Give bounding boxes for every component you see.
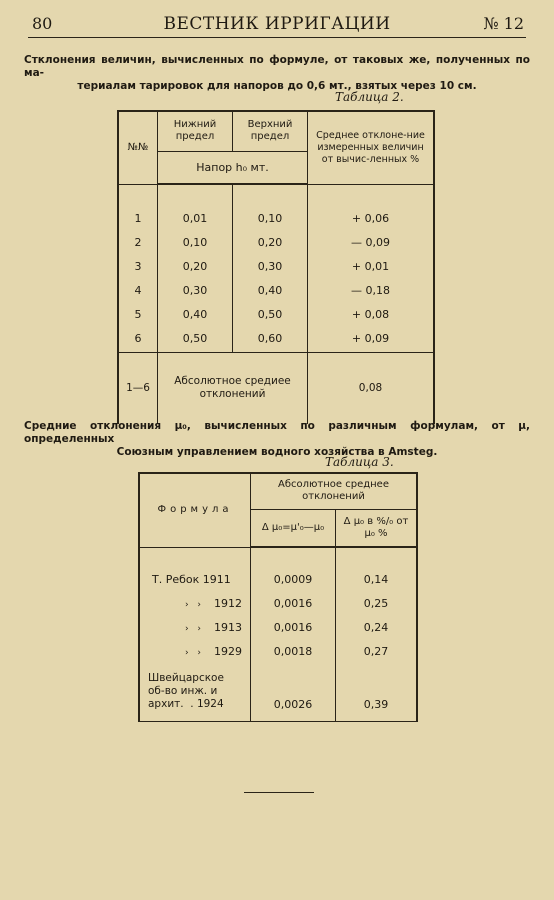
cell-delta-percent: 0,27 — [336, 639, 418, 663]
table3-intro-paragraph — [24, 420, 530, 459]
cell-deviation: + 0,08 — [308, 302, 435, 326]
end-rule — [244, 792, 314, 793]
cell-deviation: + 0,09 — [308, 326, 435, 352]
table3-caption: Таблица 3. — [325, 455, 394, 469]
header-rule — [28, 37, 526, 38]
cell-delta-percent: 0,39 — [336, 663, 418, 721]
table-row — [118, 326, 434, 352]
formula-year: 1929 — [214, 644, 242, 658]
col-header-deviation: Среднее отклоне-ние измеренных величин от вычис-ленных % — [308, 111, 435, 184]
table3 — [138, 472, 418, 722]
cell-num: 5 — [118, 302, 158, 326]
cell-num: 1 — [118, 206, 158, 230]
cell-formula — [139, 591, 251, 615]
issue-number: № 12 — [483, 14, 524, 33]
cell-formula — [139, 663, 251, 721]
ditto-mark: › › — [184, 623, 204, 634]
cell-delta-percent: 0,24 — [336, 615, 418, 639]
cell-lower: 0,20 — [158, 254, 233, 278]
cell-upper: 0,10 — [233, 206, 308, 230]
table-summary-row — [118, 352, 434, 424]
col-header-num: №№ — [118, 111, 158, 184]
paragraph-line: Союзным управлением водного хозяйства в Amsteg. — [116, 446, 438, 458]
col-header-upper: Верхний предел — [233, 111, 308, 151]
cell-lower: 0,30 — [158, 278, 233, 302]
table-row — [118, 278, 434, 302]
col-header-lower: Нижний предел — [158, 111, 233, 151]
running-header — [28, 14, 526, 36]
formula-year: 1911 — [202, 572, 231, 586]
cell-upper: 0,20 — [233, 230, 308, 254]
cell-delta: 0,0009 — [251, 567, 336, 591]
formula-name: Т. Ребок — [152, 572, 200, 586]
ditto-mark: › › — [184, 647, 204, 658]
cell-summary-label: Абсолютное средиее отклонений — [158, 352, 308, 424]
table-row — [118, 302, 434, 326]
cell-num: 3 — [118, 254, 158, 278]
table2-intro-paragraph — [24, 54, 530, 93]
cell-deviation: + 0,06 — [308, 206, 435, 230]
cell-lower: 0,01 — [158, 206, 233, 230]
cell-upper: 0,50 — [233, 302, 308, 326]
page-number: 80 — [32, 14, 53, 33]
col-header-delta: Δ μ₀=μ'₀—μ₀ — [251, 509, 336, 547]
cell-delta: 0,0018 — [251, 639, 336, 663]
paragraph-line: Стклонения величин, вычисленных по формуле, от таковых же, полученных по ма- — [24, 54, 530, 79]
table-row — [118, 206, 434, 230]
cell-num: 4 — [118, 278, 158, 302]
formula-year: 1913 — [214, 620, 242, 634]
table-row — [118, 230, 434, 254]
col-header-formula: Формула — [139, 473, 251, 547]
col-header-abs-deviation: Абсолютное среднее отклонений — [251, 473, 418, 509]
cell-upper: 0,30 — [233, 254, 308, 278]
cell-summary-value: 0,08 — [308, 352, 435, 424]
cell-num: 1—6 — [118, 352, 158, 424]
cell-delta-percent: 0,25 — [336, 591, 418, 615]
formula-line: архит. . 1924 — [148, 698, 224, 711]
table-row — [139, 663, 417, 721]
formula-year: 1912 — [214, 596, 242, 610]
cell-upper: 0,60 — [233, 326, 308, 352]
cell-deviation: + 0,01 — [308, 254, 435, 278]
col-header-delta-percent: Δ μ₀ в %/₀ от μ₀ % — [336, 509, 418, 547]
table-row — [139, 639, 417, 663]
paragraph-line: териалам тарировок для напоров до 0,6 мт., взятых через 10 см. — [77, 80, 477, 92]
cell-delta: 0,0026 — [251, 663, 336, 721]
table2-caption: Таблица 2. — [335, 90, 404, 104]
cell-num: 6 — [118, 326, 158, 352]
table-row — [139, 615, 417, 639]
cell-lower: 0,50 — [158, 326, 233, 352]
cell-upper: 0,40 — [233, 278, 308, 302]
table-row — [139, 567, 417, 591]
cell-formula — [139, 567, 251, 591]
table-row — [118, 254, 434, 278]
cell-num: 2 — [118, 230, 158, 254]
paragraph-line: Средние отклонения μ₀, вычисленных по различным формулам, от μ, определенных — [24, 420, 530, 445]
table2 — [117, 110, 435, 424]
cell-deviation: — 0,09 — [308, 230, 435, 254]
col-header-head: Напор h₀ мт. — [158, 151, 308, 184]
table-row — [139, 591, 417, 615]
cell-delta-percent: 0,14 — [336, 567, 418, 591]
cell-formula — [139, 615, 251, 639]
cell-delta: 0,0016 — [251, 615, 336, 639]
cell-formula — [139, 639, 251, 663]
cell-delta: 0,0016 — [251, 591, 336, 615]
formula-line: Швейцарское — [148, 672, 224, 685]
ditto-mark: › › — [184, 599, 204, 610]
cell-lower: 0,40 — [158, 302, 233, 326]
journal-title: ВЕСТНИК ИРРИГАЦИИ — [163, 14, 391, 34]
cell-deviation: — 0,18 — [308, 278, 435, 302]
cell-lower: 0,10 — [158, 230, 233, 254]
formula-line: об-во инж. и — [148, 685, 218, 698]
